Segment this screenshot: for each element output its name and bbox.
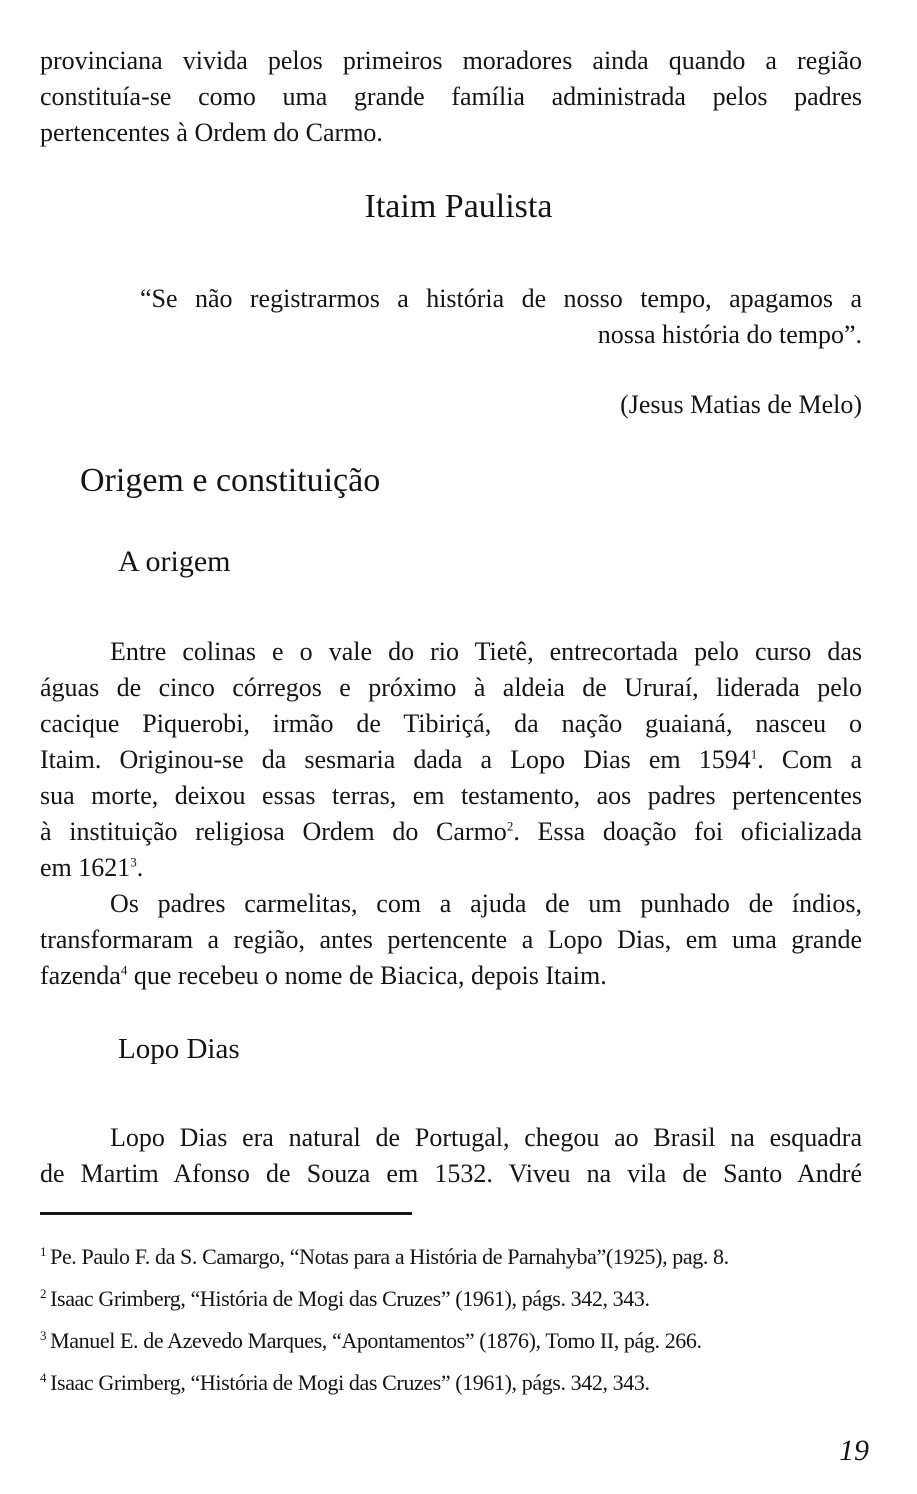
footnote-ref-1: 1 <box>750 746 758 762</box>
paragraph-line <box>40 742 862 778</box>
section-heading: Origem e constituição <box>80 462 381 499</box>
paragraph-line: Os padres carmelitas, com a ajuda de um punhado de índios, <box>110 889 862 918</box>
footnote-ref-2: 2 <box>506 818 514 834</box>
footnote-item <box>40 1317 870 1359</box>
footnote-text: Isaac Grimberg, “História de Mogi das Cruzes” (1961), págs. 342, 343. <box>50 1370 650 1395</box>
footnote-number: 1 <box>40 1244 47 1259</box>
intro-line: pertencentes à Ordem do Carmo. <box>40 118 383 147</box>
line-text: . Com a <box>757 745 863 774</box>
line-text: à instituição religiosa Ordem do Carmo <box>40 817 507 846</box>
line-text: em 1621 <box>40 853 131 882</box>
paragraph-line: transformaram a região, antes pertencente a Lopo Dias, em uma grande <box>40 925 862 954</box>
footnote-ref-3: 3 <box>130 854 137 870</box>
footnote-item <box>40 1359 870 1401</box>
subsection-heading-a-origem: A origem <box>118 545 231 578</box>
epigraph-line: “Se não registrarmos a história de nosso tempo, apagamos a <box>140 284 862 313</box>
chapter-title: Itaim Paulista <box>364 188 553 225</box>
line-text: . <box>136 853 144 882</box>
intro-paragraph <box>40 43 862 151</box>
epigraph-line: nossa história do tempo”. <box>597 320 862 349</box>
paragraph-line: sua morte, deixou essas terras, em testamento, aos padres pertencentes <box>40 781 862 810</box>
paragraph-line: cacique Piquerobi, irmão de Tibiriçá, da nação guaianá, nasceu o <box>40 709 862 738</box>
footnote-ref-4: 4 <box>120 962 128 978</box>
intro-line: provinciana vivida pelos primeiros moradores ainda quando a região <box>40 46 862 75</box>
footnote-number: 3 <box>40 1328 47 1343</box>
line-text: fazenda <box>40 961 121 990</box>
paragraph-line: Entre colinas e o vale do rio Tietê, entrecortada pelo curso das <box>110 637 862 666</box>
paragraph-line: de Martim Afonso de Souza em 1532. Viveu na vila de Santo André <box>40 1159 862 1188</box>
footnote-item <box>40 1233 870 1275</box>
footnote-number: 2 <box>40 1286 47 1301</box>
footnote-text: Pe. Paulo F. da S. Camargo, “Notas para a História de Parnahyba”(1925), pag. 8. <box>50 1244 729 1269</box>
origin-paragraph-1 <box>40 634 862 886</box>
origin-paragraph-2 <box>40 886 862 994</box>
footnote-number: 4 <box>40 1370 47 1385</box>
paragraph-line: águas de cinco córregos e próximo à aldeia de Ururaí, liderada pelo <box>40 673 862 702</box>
subsection-heading-lopo-dias: Lopo Dias <box>118 1033 240 1065</box>
footnote-text: Manuel E. de Azevedo Marques, “Apontamentos” (1876), Tomo II, pág. 266. <box>50 1328 702 1353</box>
paragraph-line: Lopo Dias era natural de Portugal, chegou ao Brasil na esquadra <box>110 1123 862 1152</box>
footnote-item <box>40 1275 870 1317</box>
footnote-divider <box>40 1212 412 1215</box>
lopo-dias-paragraph <box>40 1120 862 1192</box>
line-text: Itaim. Originou-se da sesmaria dada a Lopo Dias em 1594 <box>40 745 751 774</box>
epigraph-author: (Jesus Matias de Melo) <box>620 390 862 419</box>
epigraph-quote <box>140 281 862 353</box>
line-text: que recebeu o nome de Biacica, depois Itaim. <box>127 961 607 990</box>
paragraph-line <box>40 958 862 994</box>
paragraph-line <box>40 850 862 886</box>
footnote-text: Isaac Grimberg, “História de Mogi das Cruzes” (1961), págs. 342, 343. <box>50 1286 650 1311</box>
footnote-list <box>40 1233 870 1401</box>
line-text: . Essa doação foi oficializada <box>513 817 862 846</box>
intro-line: constituía-se como uma grande família administrada pelos padres <box>40 82 862 111</box>
paragraph-line <box>40 814 862 850</box>
page-number: 19 <box>839 1434 869 1467</box>
